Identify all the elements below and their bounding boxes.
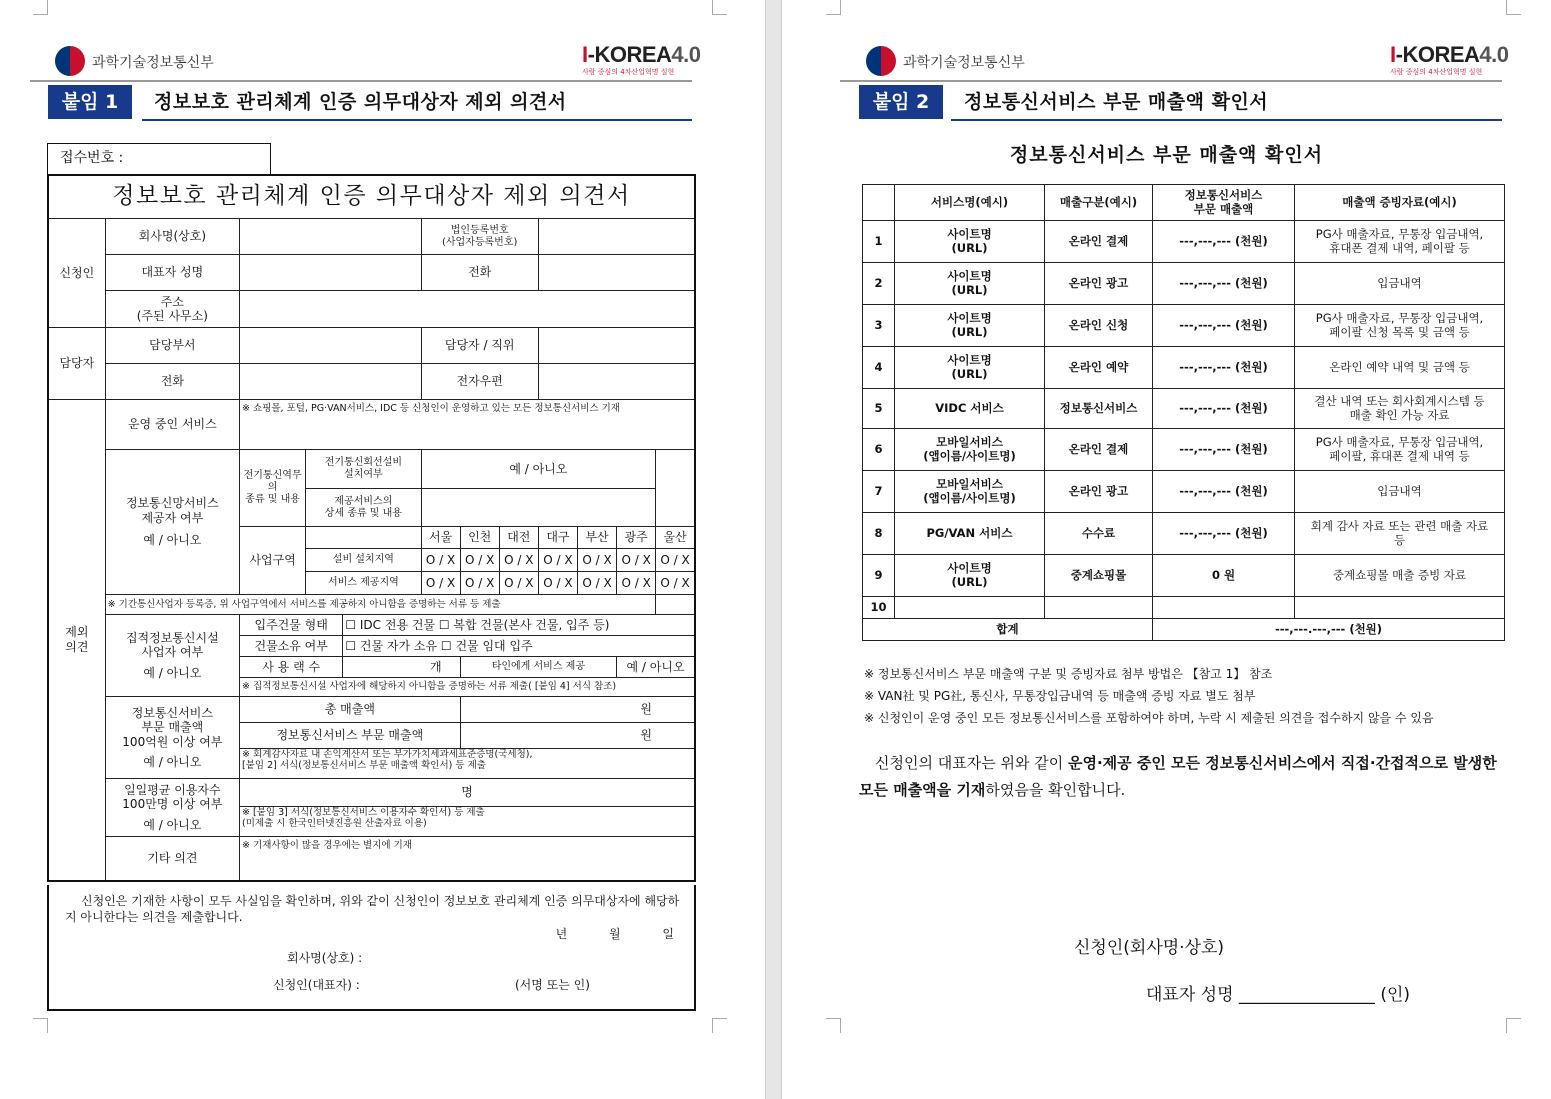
sales-table [862, 184, 1505, 641]
applicant-section-label: 신청인 [48, 219, 105, 328]
sign-hint: (서명 또는 인) [515, 978, 590, 992]
service-name-cell[interactable]: 모바일서비스 (앱이름/사이트명) [895, 471, 1045, 513]
email-label: 전자우편 [421, 364, 538, 400]
revenue-label: 정보통신서비스 부문 매출액 100억원 이상 여부 [122, 705, 223, 749]
service-name-cell[interactable] [895, 597, 1045, 619]
racks-label: 사 용 랙 수 [240, 657, 343, 678]
header-rule [840, 80, 1502, 82]
service-name-cell[interactable]: PG/VAN 서비스 [895, 513, 1045, 555]
evidence-cell[interactable]: PG사 매출자료, 무통장 입금내역, 페이팔, 휴대폰 결제 내역 등 [1295, 429, 1505, 471]
sales-amount-cell[interactable] [1153, 597, 1295, 619]
phone-input[interactable] [538, 255, 695, 291]
service-name-cell[interactable]: 모바일서비스 (앱이름/사이트명) [895, 429, 1045, 471]
area-mark[interactable]: O / X [656, 572, 695, 595]
exclusion-opinion-form [47, 174, 696, 882]
sales-amount-cell[interactable]: ---,---,--- (천원) [1153, 263, 1295, 305]
evidence-cell[interactable]: 온라인 예약 내역 및 금액 등 [1295, 347, 1505, 389]
network-yes-no[interactable]: 예 / 아니오 [143, 533, 202, 548]
row-number: 3 [863, 305, 895, 347]
ict-sales-label: 정보통신서비스 부문 매출액 [240, 723, 461, 749]
gutter-edge [765, 0, 766, 1099]
building-type-label: 입주건물 형태 [240, 615, 343, 636]
third-party-value[interactable]: 예 / 아니오 [617, 657, 695, 678]
company-name-input[interactable] [240, 219, 422, 255]
city-header: 광주 [617, 527, 656, 549]
ikorea-slogan: 사람 중심의 4차산업혁명 실현 [1390, 68, 1483, 76]
sales-row [863, 221, 1505, 263]
users-cell [105, 779, 239, 837]
row-number: 6 [863, 429, 895, 471]
facility-installed-label: 전기통신회선설비 설치여부 [306, 450, 421, 489]
ministry-name: 과학기술정보통신부 [903, 55, 1025, 71]
form-title: 정보보호 관리체계 인증 의무대상자 제외 의견서 [48, 175, 695, 219]
note-item: ※ 정보통신서비스 부문 매출액 구분 및 증빙자료 첨부 방법은 【참고 1】 참조 [864, 667, 1273, 681]
address-label: 주소 (주된 사무소) [105, 291, 239, 328]
ict-sales-unit[interactable]: 원 [460, 723, 695, 749]
page-header [866, 42, 1509, 82]
sales-category-cell[interactable]: 온라인 예약 [1045, 347, 1153, 389]
sales-row [863, 263, 1505, 305]
evidence-cell[interactable]: 입금내역 [1295, 263, 1505, 305]
sales-rows [863, 221, 1505, 619]
network-note: ※ 기간통신사업자 등록증, 위 사업구역에서 서비스를 제공하지 아니함을 증명하는 서류 등 제출 [105, 595, 656, 615]
revenue-note: ※ 회계감사자료 내 손익계산서 또는 부가가치세과세표준증명(국세청), [붙임 2] 서식(정보통신서비스 부문 매출액 확인서) 등 제출 [240, 749, 695, 779]
exclusion-section-label: 제외 의견 [48, 400, 105, 881]
network-provider-cell [105, 450, 239, 595]
total-label: 합계 [863, 619, 1153, 641]
notes [864, 663, 1524, 729]
sales-row [863, 555, 1505, 597]
area-mark[interactable]: O / X [538, 549, 577, 572]
area-mark[interactable]: O / X [421, 572, 460, 595]
revenue-yes-no[interactable]: 예 / 아니오 [143, 754, 202, 769]
column-header: 매출구분(예시) [1045, 185, 1153, 221]
racks-unit[interactable]: 개 [343, 657, 460, 678]
idc-yes-no[interactable]: 예 / 아니오 [143, 665, 202, 680]
service-name-cell[interactable]: 사이트명 (URL) [895, 263, 1045, 305]
page-gutter [765, 0, 782, 1099]
sales-category-cell[interactable]: 정보통신서비스 [1045, 389, 1153, 429]
ikorea-slogan: 사람 중심의 4차산업혁명 실현 [582, 68, 675, 76]
idc-note: ※ 집적정보통신시설 사업자에 해당하지 아니함을 증명하는 서류 제출( [붙임 4] 서식 참조) [240, 678, 695, 697]
area-mark[interactable]: O / X [421, 549, 460, 572]
department-label: 담당부서 [105, 328, 239, 364]
service-details-input[interactable] [421, 489, 656, 527]
users-label: 일일평균 이용자수 100만명 이상 여부 [122, 782, 223, 812]
city-header: 인천 [460, 527, 499, 549]
government-emblem-icon [866, 46, 896, 76]
applicant-line[interactable]: 신청인(회사명·상호) [1074, 938, 1225, 958]
services-label: 운영 중인 서비스 [105, 400, 239, 450]
row-number: 4 [863, 347, 895, 389]
ministry-name: 과학기술정보통신부 [92, 55, 214, 71]
address-input[interactable] [240, 291, 695, 328]
company-name-label: 회사명(상호) [105, 219, 239, 255]
crop-mark [712, 0, 727, 15]
confirmation-text [859, 750, 1504, 804]
title-underline [142, 119, 692, 121]
sales-amount-cell[interactable]: 0 원 [1153, 555, 1295, 597]
contact-person-input[interactable] [538, 328, 695, 364]
sales-amount-cell[interactable]: ---,---,--- (천원) [1153, 347, 1295, 389]
sales-row [863, 389, 1505, 429]
attachment-title: 정보통신서비스 부문 매출액 확인서 [964, 91, 1269, 113]
city-header: 대구 [538, 527, 577, 549]
crop-mark [33, 1018, 48, 1033]
sales-category-cell[interactable]: 온라인 광고 [1045, 263, 1153, 305]
sales-amount-cell[interactable]: ---,---,--- (천원) [1153, 221, 1295, 263]
attachment-label: 붙임 2 [859, 85, 943, 119]
crop-mark [712, 1018, 727, 1033]
area-mark[interactable]: O / X [656, 549, 695, 572]
sales-amount-cell[interactable]: ---,---,--- (천원) [1153, 305, 1295, 347]
row-number: 1 [863, 221, 895, 263]
users-note: ※ [붙임 3] 서식(정보통신서비스 이용자수 확인서) 등 제출 (미제출 시 한국인터넷진흥원 산출자료 이용) [240, 807, 695, 837]
sales-amount-cell[interactable]: ---,---,--- (천원) [1153, 513, 1295, 555]
confirm-bold: 운영·제공 중인 모든 정보통신서비스에서 직접·간접적으로 발생한 모든 매출액을 기재 [859, 754, 1497, 799]
sales-category-cell[interactable]: 중계쇼핑몰 [1045, 555, 1153, 597]
sales-amount-cell[interactable]: ---,---,--- (천원) [1153, 429, 1295, 471]
crop-mark [33, 0, 48, 15]
column-header: 매출액 증빙자료(예시) [1295, 185, 1505, 221]
sales-category-cell[interactable]: 온라인 결제 [1045, 429, 1153, 471]
header-rule [30, 80, 692, 82]
row-number: 2 [863, 263, 895, 305]
representative-label: 대표자 성명 [105, 255, 239, 291]
confirm-prefix: 신청인의 대표자는 위와 같이 [875, 754, 1068, 772]
sales-row [863, 471, 1505, 513]
sales-category-cell[interactable] [1045, 597, 1153, 619]
facility-installed-value[interactable]: 예 / 아니오 [421, 450, 656, 489]
area-mark[interactable]: O / X [617, 549, 656, 572]
sales-row [863, 305, 1505, 347]
building-type-options[interactable]: ☐ IDC 전용 건물 ☐ 복합 건물(본사 건물, 입주 등) [343, 615, 695, 636]
city-header: 울산 [656, 527, 695, 549]
page-title: 정보통신서비스 부문 매출액 확인서 [1009, 144, 1324, 166]
corp-reg-no-label: 법인등록번호 (사업자등록번호) [421, 219, 538, 255]
service-name-cell[interactable]: VIDC 서비스 [895, 389, 1045, 429]
row-number: 10 [863, 597, 895, 619]
area-mark[interactable]: O / X [460, 549, 499, 572]
sales-category-cell[interactable]: 온라인 광고 [1045, 471, 1153, 513]
column-header: 정보통신서비스 부문 매출액 [1153, 185, 1295, 221]
contact-section-label: 담당자 [48, 328, 105, 400]
service-name-cell[interactable]: 사이트명 (URL) [895, 221, 1045, 263]
ikorea-logo: I-KOREA4.0 [1390, 42, 1509, 67]
users-yes-no[interactable]: 예 / 아니오 [143, 817, 202, 832]
revenue-cell [105, 697, 239, 779]
representative-input[interactable] [240, 255, 422, 291]
total-sales-label: 총 매출액 [240, 697, 461, 723]
contact-person-label: 담당자 / 직위 [421, 328, 538, 364]
evidence-cell[interactable]: 입금내역 [1295, 471, 1505, 513]
attachment-label: 붙임 1 [48, 85, 132, 119]
sales-amount-cell[interactable]: ---,---,--- (천원) [1153, 471, 1295, 513]
row-number: 7 [863, 471, 895, 513]
contact-phone-input[interactable] [240, 364, 422, 400]
confirm-suffix: 하였음을 확인합니다. [985, 781, 1126, 799]
crop-mark [1506, 0, 1521, 15]
area-header-blank [306, 527, 421, 549]
area-mark[interactable]: O / X [499, 549, 538, 572]
service-area-label: 서비스 제공지역 [306, 572, 421, 595]
title-underline [951, 119, 1502, 121]
row-number: 5 [863, 389, 895, 429]
idc-cell [105, 615, 239, 697]
declaration-box [47, 885, 696, 1011]
attachment-title: 정보보호 관리체계 인증 의무대상자 제외 의견서 [154, 91, 567, 113]
other-opinion-label: 기타 의견 [105, 837, 239, 881]
evidence-cell[interactable] [1295, 597, 1505, 619]
row-number: 8 [863, 513, 895, 555]
declaration-text: 신청인은 기재한 사항이 모두 사실임을 확인하며, 위와 같이 신청인이 정보보호 관리체계 인증 의무대상자에 해당하지 아니한다는 의견을 제출합니다. [65, 894, 680, 924]
sales-row [863, 347, 1505, 389]
sales-category-cell[interactable]: 온라인 신청 [1045, 305, 1153, 347]
note-item: ※ 신청인이 운영 중인 모든 정보통신서비스를 포함하여야 하며, 누락 시 제출된 의견을 접수하지 않을 수 있음 [864, 711, 1434, 725]
sales-row [863, 429, 1505, 471]
page-header [55, 42, 701, 82]
applicant-sign-line[interactable]: 신청인(대표자) : [273, 978, 360, 992]
representative-sign-line[interactable]: 대표자 성명 ________________ (인) [1146, 985, 1411, 1005]
crop-mark [826, 1018, 841, 1033]
ikorea-logo: I-KOREA4.0 [582, 42, 701, 67]
sales-category-cell[interactable]: 수수료 [1045, 513, 1153, 555]
column-header: 서비스명(예시) [895, 185, 1045, 221]
sales-category-cell[interactable]: 온라인 결제 [1045, 221, 1153, 263]
other-opinion-note[interactable]: ※ 기재사항이 많을 경우에는 별지에 기재 [240, 837, 695, 881]
area-mark[interactable]: O / X [460, 572, 499, 595]
evidence-cell[interactable]: PG사 매출자료, 무통장 입금내역, 휴대폰 결제 내역, 페이팔 등 [1295, 221, 1505, 263]
service-details-label: 제공서비스의 상세 종류 및 내용 [306, 489, 421, 527]
note-item: ※ VAN社 및 PG社, 통신사, 무통장입금내역 등 매출액 증빙 자료 별도 첨부 [864, 689, 1256, 703]
date-line[interactable]: 년 월 일 [555, 927, 674, 941]
area-label: 사업구역 [240, 527, 306, 595]
services-note[interactable]: ※ 쇼핑몰, 포털, PG·VAN서비스, IDC 등 신청인이 운영하고 있는 모든 정보통신서비스 기재 [240, 400, 695, 450]
area-mark[interactable]: O / X [538, 572, 577, 595]
area-mark[interactable]: O / X [617, 572, 656, 595]
sales-row [863, 513, 1505, 555]
service-name-cell[interactable]: 사이트명 (URL) [895, 555, 1045, 597]
phone-label: 전화 [421, 255, 538, 291]
evidence-cell[interactable]: 결산 내역 또는 회사회계시스템 등 매출 확인 가능 자료 [1295, 389, 1505, 429]
sales-row [863, 597, 1505, 619]
row-number: 9 [863, 555, 895, 597]
area-mark[interactable]: O / X [577, 549, 616, 572]
ownership-options[interactable]: ☐ 건물 자가 소유 ☐ 건물 임대 입주 [343, 636, 695, 657]
email-input[interactable] [538, 364, 695, 400]
evidence-cell[interactable]: 회계 감사 자료 또는 관련 매출 자료 등 [1295, 513, 1505, 555]
city-header: 서울 [421, 527, 460, 549]
column-header-no [863, 185, 895, 221]
city-header: 부산 [577, 527, 616, 549]
service-name-cell[interactable]: 사이트명 (URL) [895, 305, 1045, 347]
evidence-cell[interactable]: PG사 매출자료, 무통장 입금내역, 페이팔 신청 목록 및 금액 등 [1295, 305, 1505, 347]
facility-area-label: 설비 설치지역 [306, 549, 421, 572]
area-mark[interactable]: O / X [577, 572, 616, 595]
crop-mark [826, 0, 841, 15]
government-emblem-icon [55, 46, 85, 76]
users-unit[interactable]: 명 [240, 779, 695, 807]
total-sales-unit[interactable]: 원 [460, 697, 695, 723]
total-value[interactable]: ---,---.---,--- (천원) [1153, 619, 1505, 641]
area-mark[interactable]: O / X [499, 572, 538, 595]
receipt-number-field[interactable]: 접수번호 : [47, 143, 271, 174]
idc-label: 집적정보통신시설 사업자 여부 [125, 630, 219, 660]
department-input[interactable] [240, 328, 422, 364]
network-provider-label: 정보통신망서비스 제공자 여부 [125, 496, 219, 525]
page-2 [782, 0, 1551, 1099]
service-name-cell[interactable]: 사이트명 (URL) [895, 347, 1045, 389]
crop-mark [1506, 1018, 1521, 1033]
page-1 [0, 0, 765, 1099]
business-type-label: 전기통신역무의 종류 및 내용 [240, 450, 306, 527]
company-sign-line[interactable]: 회사명(상호) : [287, 951, 363, 965]
corp-reg-no-input[interactable] [538, 219, 695, 255]
city-header: 대전 [499, 527, 538, 549]
third-party-label: 타인에게 서비스 제공 [460, 657, 616, 678]
ownership-label: 건물소유 여부 [240, 636, 343, 657]
sales-amount-cell[interactable]: ---,---,--- (천원) [1153, 389, 1295, 429]
evidence-cell[interactable]: 중계쇼핑몰 매출 증빙 자료 [1295, 555, 1505, 597]
contact-phone-label: 전화 [105, 364, 239, 400]
